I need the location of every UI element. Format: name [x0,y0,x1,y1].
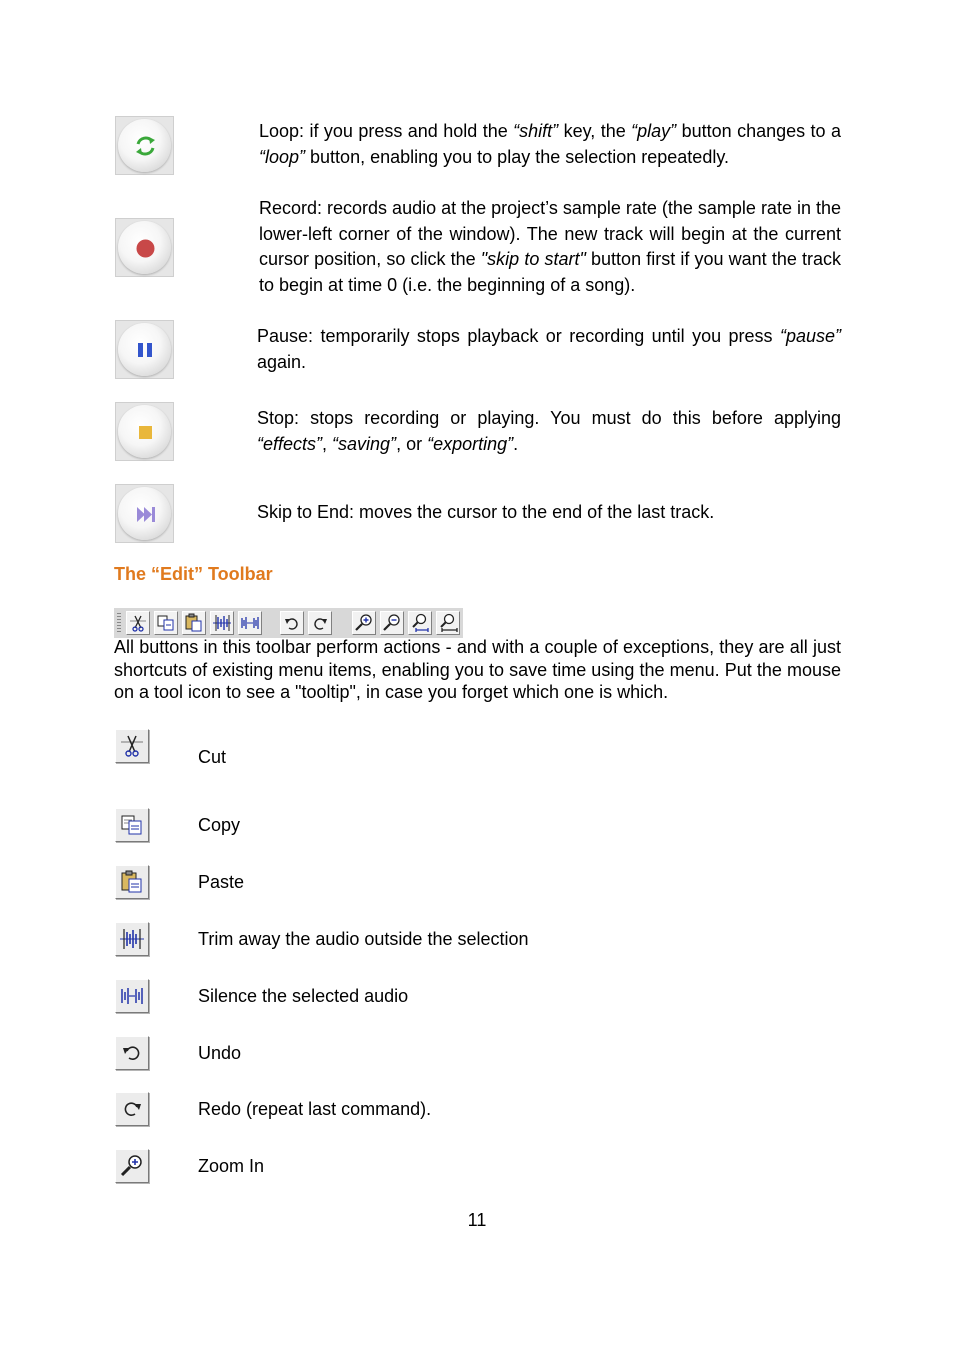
skip-to-end-button [115,484,174,543]
toolbar-copy-icon [154,611,178,635]
pause-description: Pause: temporarily stops playback or recording until you press “pause” again. [257,326,841,372]
stop-button [115,402,174,461]
toolbar-zoom-out-icon [380,611,404,635]
loop-description: Loop: if you press and hold the “shift” key, the “play” button changes to a “loop” button, enabling you to play the selection repeatedly. [259,121,842,167]
loop-button [115,116,174,175]
paste-icon [115,865,149,899]
toolbar-cut-icon [126,611,150,635]
page-number: 11 [467,1210,487,1230]
toolbar-trim-icon [210,611,234,635]
toolbar-fit-selection-icon [408,611,432,635]
toolbar-silence-icon [238,611,262,635]
paste-label: Paste [198,872,245,892]
redo-label: Redo (repeat last command). [198,1099,432,1119]
silence-icon [115,979,149,1013]
record-icon [116,219,175,278]
zoom-in-label: Zoom In [198,1156,265,1176]
cut-icon [115,729,149,763]
skip-to-end-icon [116,485,175,544]
toolbar-grip [117,613,121,633]
trim-icon [115,922,149,956]
zoom-in-icon [115,1149,149,1183]
undo-icon [115,1036,149,1070]
pause-icon [116,321,175,380]
loop-icon [116,117,175,176]
edit-toolbar-intro: All buttons in this toolbar perform actions - and with a couple of exceptions, they are all just shortcuts of existing menu items, enabling you to save time using the menu. Put the mouse on a tool icon to see a "tooltip", in case you forget which one is which. [114,637,841,702]
copy-icon [115,808,149,842]
copy-label: Copy [198,815,241,835]
skip-to-end-description: Skip to End: moves the cursor to the end of the last track. [257,502,715,522]
toolbar-zoom-in-icon [352,611,376,635]
record-button [115,218,174,277]
stop-description: Stop: stops recording or playing. You must do this before applying “effects”, “saving”, or “exporting”. [257,408,841,454]
toolbar-undo-icon [280,611,304,635]
silence-label: Silence the selected audio [198,986,409,1006]
toolbar-paste-icon [182,611,206,635]
pause-button [115,320,174,379]
section-heading: The “Edit” Toolbar [114,564,273,584]
record-description: Record: records audio at the project’s sample rate (the sample rate in the lower-left corner of the window). The new track will begin at the current cursor position, so click the "skip to start" button first if you want the track to begin at time 0 (i.e. the beginning of a song). [259,198,841,295]
cut-label: Cut [198,747,227,767]
edit-toolbar [114,608,463,638]
toolbar-redo-icon [308,611,332,635]
undo-label: Undo [198,1043,242,1063]
redo-icon [115,1092,149,1126]
toolbar-fit-window-icon [436,611,460,635]
stop-icon [116,403,175,462]
trim-label: Trim away the audio outside the selection [198,929,529,949]
